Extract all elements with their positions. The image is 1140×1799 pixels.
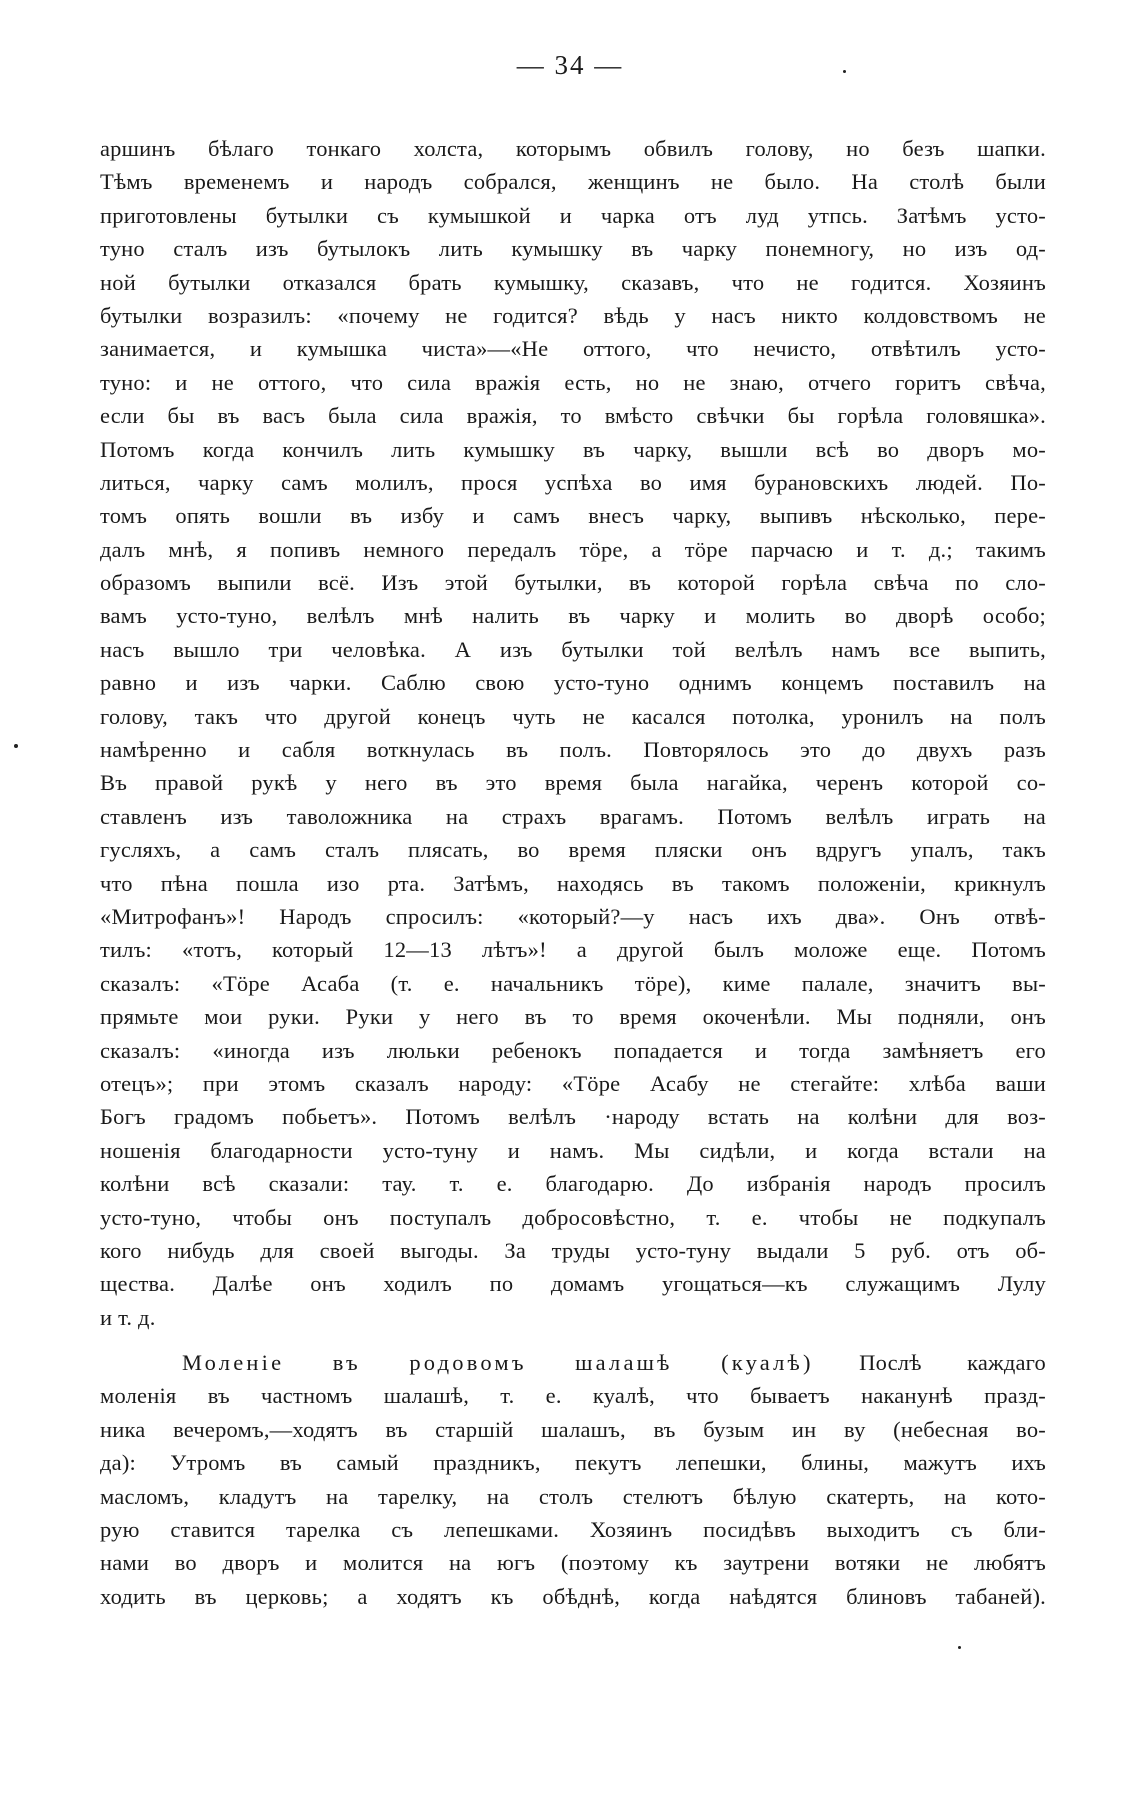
text-line: и т. д.	[100, 1304, 156, 1330]
text-line: усто-туно, чтобы онъ поступалъ добросовѣстно, т. е. чтобы не подкупалъ	[100, 1204, 1046, 1230]
text-line: Въ правой рукѣ у него въ это время была нагайка, черенъ которой со-	[100, 770, 1046, 796]
text-line: рую ставится тарелка съ лепешками. Хозяинъ посидѣвъ выходитъ съ бли-	[100, 1517, 1046, 1543]
text-line: ношенія благодарности усто-туну и намъ. Мы сидѣли, и когда встали на	[100, 1137, 1046, 1163]
text-line: туно: и не оттого, что сила вражія есть, но не знаю, отчего горитъ свѣча,	[100, 369, 1046, 395]
text-line: далъ мнѣ, я попивъ немного передалъ тӧре, а тӧре парчасю и т. д.; такимъ	[100, 536, 1046, 562]
text-line: вамъ усто-туно, велѣлъ мнѣ налить въ чарку и молить во дворѣ особо;	[100, 603, 1046, 629]
text-line: кого нибудь для своей выгоды. За труды усто-туну выдали 5 руб. отъ об-	[100, 1237, 1046, 1263]
paragraph-2-first-line	[100, 1346, 1046, 1379]
text-line: томъ опять вошли въ избу и самъ внесъ чарку, выпивъ нѣсколько, пере-	[100, 503, 1046, 529]
text-line: да): Утромъ въ самый праздникъ, пекутъ лепешки, блины, мажутъ ихъ	[100, 1450, 1046, 1476]
text-line: ника вечеромъ,—ходятъ въ старшій шалашъ, въ бузым ин ву (небесная во-	[100, 1416, 1046, 1442]
text-line: прямьте мои руки. Руки у него въ то время окоченѣли. Мы подняли, онъ	[100, 1004, 1046, 1030]
margin-speck	[843, 70, 846, 73]
text-line: голову, такъ что другой конецъ чуть не касался потолка, уронилъ на полъ	[100, 703, 1046, 729]
page-number: — 34 —	[516, 50, 624, 80]
text-line: сказалъ: «Тӧре Асаба (т. е. начальникъ тӧре), киме палале, значитъ вы-	[100, 970, 1046, 996]
paragraph-2	[100, 1346, 1046, 1613]
text-line: занимается, и кумышка чиста»—«Не оттого, что нечисто, отвѣтилъ усто-	[100, 336, 1046, 362]
margin-speck	[14, 744, 18, 748]
body-text	[100, 132, 1046, 1613]
text-line: нами во дворъ и молится на югъ (поэтому къ заутрени вотяки не любятъ	[100, 1550, 1046, 1576]
text-line: отецъ»; при этомъ сказалъ народу: «Тӧре Асабу не стегайте: хлѣба ваши	[100, 1070, 1046, 1096]
text-line: Тѣмъ временемъ и народъ собрался, женщинъ не было. На столѣ были	[100, 169, 1046, 195]
text-line: ставленъ изъ таволожника на страхъ врагамъ. Потомъ велѣлъ играть на	[100, 803, 1046, 829]
text-line: моленія въ частномъ шалашѣ, т. е. куалѣ, что бываетъ наканунѣ празд-	[100, 1383, 1046, 1409]
text-line: ходить въ церковь; а ходятъ къ обѣднѣ, когда наѣдятся блиновъ табаней).	[100, 1583, 1046, 1609]
text-line: аршинъ бѣлаго тонкаго холста, которымъ обвилъ голову, но безъ шапки.	[100, 136, 1046, 161]
text-line: бутылки возразилъ: «почему не годится? вѣдь у насъ никто колдовствомъ не	[100, 302, 1046, 328]
text-line: намѣренно и сабля воткнулась въ полъ. Повторялось это до двухъ разъ	[100, 737, 1046, 763]
text-line: насъ вышло три человѣка. А изъ бутылки той велѣлъ намъ все выпить,	[100, 636, 1046, 662]
text-line: ной бутылки отказался брать кумышку, сказавъ, что не годится. Хозяинъ	[100, 269, 1046, 295]
text-line: образомъ выпили всё. Изъ этой бутылки, въ которой горѣла свѣча по сло-	[100, 570, 1046, 596]
text-line: если бы въ васъ была сила вражія, то вмѣсто свѣчки бы горѣла головяшка».	[100, 403, 1046, 429]
text-line: Потомъ когда кончилъ лить кумышку въ чарку, вышли всѣ во дворъ мо-	[100, 436, 1046, 462]
paragraph-2-first-line-rest: Послѣ каждаго	[859, 1350, 1046, 1376]
text-line: щества. Далѣе онъ ходилъ по домамъ угощаться—къ служащимъ Лулу	[100, 1271, 1046, 1297]
text-line: что пѣна пошла изо рта. Затѣмъ, находясь въ такомъ положеніи, крикнулъ	[100, 870, 1046, 896]
text-line: сказалъ: «иногда изъ люльки ребенокъ попадается и тогда замѣняетъ его	[100, 1037, 1046, 1063]
text-line: Богъ градомъ побьетъ». Потомъ велѣлъ ·народу встать на колѣни для воз-	[100, 1104, 1046, 1130]
text-line: тилъ: «тотъ, который 12—13 лѣтъ»! а другой былъ моложе еще. Потомъ	[100, 937, 1046, 963]
section-heading: Моленіе въ родовомъ шалашѣ (куалѣ)	[182, 1350, 814, 1376]
text-line: туно сталъ изъ бутылокъ лить кумышку въ чарку понемногу, но изъ од-	[100, 236, 1046, 262]
text-line: колѣни всѣ сказали: тау. т. е. благодарю. До избранія народъ просилъ	[100, 1171, 1046, 1197]
text-line: масломъ, кладутъ на тарелку, на столъ стелютъ бѣлую скатерть, на кото-	[100, 1483, 1046, 1509]
text-line: равно и изъ чарки. Саблю свою усто-туно однимъ концемъ поставилъ на	[100, 670, 1046, 696]
text-line: «Митрофанъ»! Народъ спросилъ: «который?—у насъ ихъ два». Онъ отвѣ-	[100, 903, 1046, 929]
margin-speck	[958, 1646, 961, 1649]
paragraph-1	[100, 132, 1046, 1334]
text-line: приготовлены бутылки съ кумышкой и чарка отъ луд утпсь. Затѣмъ усто-	[100, 202, 1046, 228]
text-line: гусляхъ, а самъ сталъ плясать, во время пляски онъ вдругъ упалъ, такъ	[100, 837, 1046, 863]
text-line: литься, чарку самъ молилъ, прося успѣха во имя бурановскихъ людей. По-	[100, 469, 1046, 495]
